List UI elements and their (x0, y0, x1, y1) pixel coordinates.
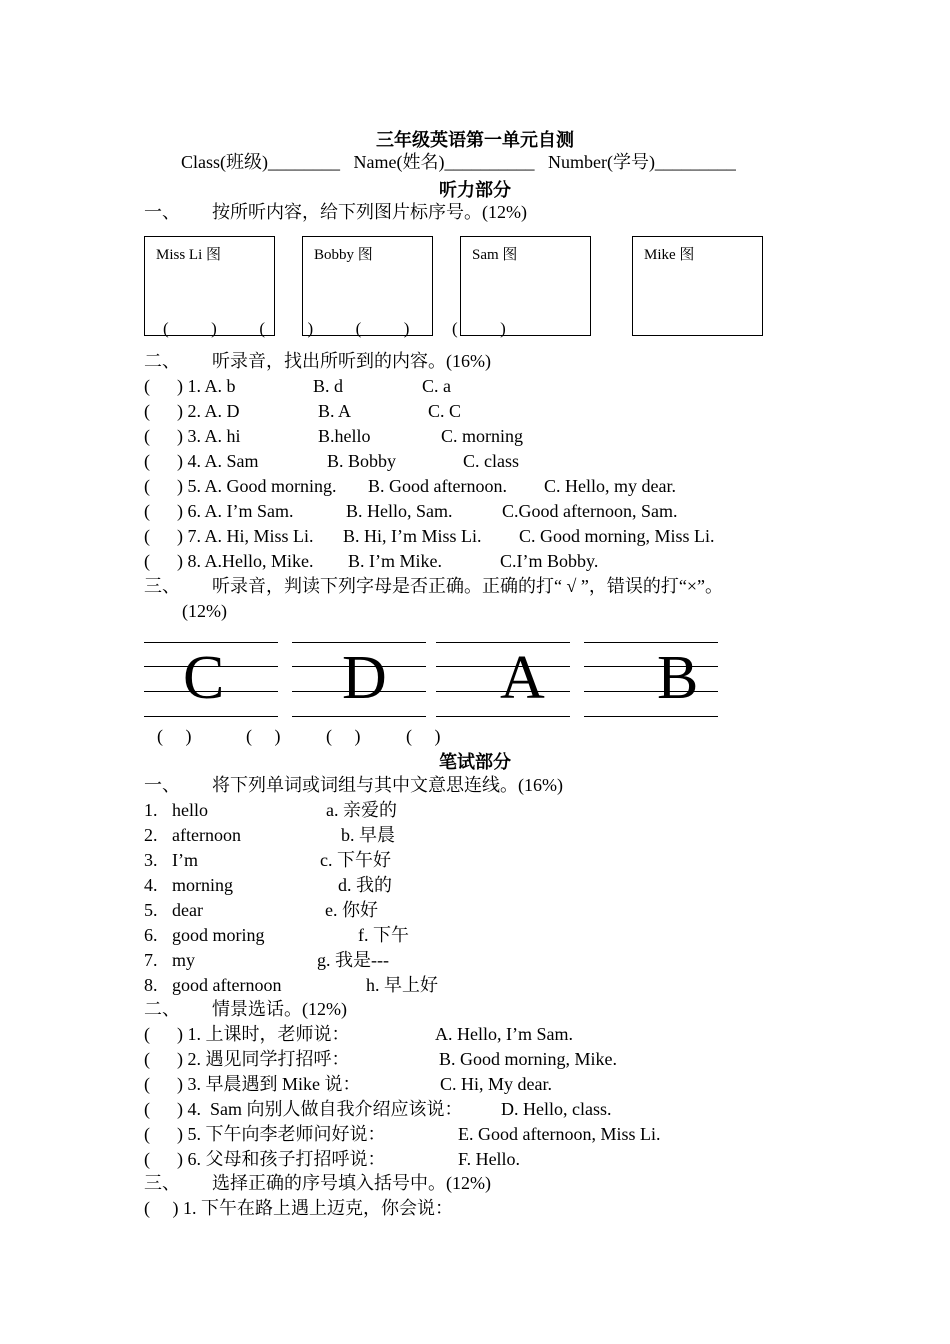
letter-answer-bracket: ( ) (246, 726, 281, 746)
match-number: 2. (144, 825, 158, 845)
picture-label: Bobby 图 (314, 247, 373, 263)
question-stem: ( ) 4. A. Sam (144, 451, 259, 471)
match-chinese: e. 你好 (325, 900, 378, 920)
question-stem: ( ) 1. A. b (144, 376, 236, 396)
match-chinese: d. 我的 (338, 875, 392, 895)
match-chinese: g. 我是--- (317, 950, 389, 970)
match-number: 1. (144, 800, 158, 820)
situation-answer: F. Hello. (458, 1149, 521, 1169)
option-c: C. Good morning, Miss Li. (519, 526, 715, 546)
option-c: C.Good afternoon, Sam. (502, 501, 678, 521)
letter-d: D (342, 644, 387, 712)
letter-answer-bracket: ( ) (406, 726, 441, 746)
match-number: 3. (144, 850, 158, 870)
writing-part-title: 笔试部分 (439, 752, 511, 772)
letter-answer-bracket: ( ) (326, 726, 361, 746)
match-chinese: f. 下午 (358, 925, 409, 945)
listening-section2-number: 二、 (144, 351, 180, 371)
listening-section2-instruction: 听录音，找出所听到的内容。(16%) (212, 351, 491, 371)
letter-c: C (183, 644, 225, 712)
match-number: 5. (144, 900, 158, 920)
situation-question: ( ) 5. 下午向李老师问好说： (144, 1124, 386, 1144)
letter-b: B (657, 644, 699, 712)
question-stem: ( ) 2. A. D (144, 401, 240, 421)
match-english: dear (172, 900, 203, 920)
page-title: 三年级英语第一单元自测 (376, 130, 574, 150)
situation-question: ( ) 6. 父母和孩子打招呼说： (144, 1149, 386, 1169)
match-english: morning (172, 875, 233, 895)
match-number: 8. (144, 975, 158, 995)
option-b: B. I’m Mike. (348, 551, 442, 571)
match-chinese: h. 早上好 (366, 975, 438, 995)
match-english: good moring (172, 925, 265, 945)
listening-part-title: 听力部分 (439, 180, 511, 200)
situation-answer: C. Hi, My dear. (440, 1074, 552, 1094)
picture-box-mike (632, 236, 763, 336)
question-stem: ( ) 8. A.Hello, Mike. (144, 551, 314, 571)
question-stem: ( ) 7. A. Hi, Miss Li. (144, 526, 314, 546)
picture-bracket-row: ( ) ( ) ( ) ( ) (163, 319, 506, 338)
situation-answer: E. Good afternoon, Miss Li. (458, 1124, 661, 1144)
match-number: 7. (144, 950, 158, 970)
match-english: good afternoon (172, 975, 282, 995)
match-english: I’m (172, 850, 198, 870)
option-c: C.I’m Bobby. (500, 551, 599, 571)
option-c: C. C (428, 401, 462, 421)
writing-section3-number: 三、 (144, 1173, 180, 1193)
listening-section3-instruction: 听录音，判读下列字母是否正确。正确的打“ √ ”，错误的打“×”。 (212, 576, 723, 596)
question-stem: ( ) 5. A. Good morning. (144, 476, 337, 496)
situation-question: ( ) 2. 遇见同学打招呼： (144, 1049, 350, 1069)
situation-answer: B. Good morning, Mike. (439, 1049, 617, 1069)
choice-question: ( ) 1. 下午在路上遇上迈克，你会说： (144, 1198, 453, 1218)
picture-label: Miss Li 图 (156, 247, 222, 263)
letter-a: A (500, 644, 545, 712)
letter-answer-bracket: ( ) (157, 726, 192, 746)
option-b: B. Bobby (327, 451, 397, 471)
option-c: C. a (422, 376, 451, 396)
match-english: my (172, 950, 196, 970)
writing-section2-instruction: 情景选话。(12%) (212, 999, 347, 1019)
student-info-fields: Class(班级)________ Name(姓名)__________ Number(学号)_________ (181, 152, 736, 172)
option-b: B.hello (318, 426, 371, 446)
listening-section3-number: 三、 (144, 576, 180, 596)
question-stem: ( ) 6. A. I’m Sam. (144, 501, 294, 521)
match-chinese: c. 下午好 (320, 850, 391, 870)
option-b: B. Hi, I’m Miss Li. (343, 526, 482, 546)
option-c: C. Hello, my dear. (544, 476, 676, 496)
situation-question: ( ) 1. 上课时，老师说： (144, 1024, 350, 1044)
situation-answer: D. Hello, class. (501, 1099, 612, 1119)
situation-question: ( ) 3. 早晨遇到 Mike 说： (144, 1074, 361, 1094)
writing-section1-instruction: 将下列单词或词组与其中文意思连线。(16%) (212, 775, 563, 795)
listening-section3-percent: (12%) (182, 601, 227, 621)
listening-section1-number: 一、 (144, 202, 180, 222)
match-english: afternoon (172, 825, 241, 845)
option-c: C. morning (441, 426, 524, 446)
writing-section2-number: 二、 (144, 999, 180, 1019)
writing-section3-instruction: 选择正确的序号填入括号中。(12%) (212, 1173, 491, 1193)
option-b: B. Hello, Sam. (346, 501, 453, 521)
match-number: 6. (144, 925, 158, 945)
picture-answer-brackets (140, 319, 780, 344)
situation-question: ( ) 4. Sam 向别人做自我介绍应该说： (144, 1099, 463, 1119)
option-b: B. Good afternoon. (368, 476, 507, 496)
question-stem: ( ) 3. A. hi (144, 426, 241, 446)
writing-section1-number: 一、 (144, 775, 180, 795)
situation-answer: A. Hello, I’m Sam. (435, 1024, 573, 1044)
match-english: hello (172, 800, 208, 820)
option-c: C. class (463, 451, 519, 471)
match-chinese: a. 亲爱的 (326, 800, 397, 820)
picture-label: Sam 图 (472, 247, 518, 263)
match-chinese: b. 早晨 (341, 825, 395, 845)
listening-section1-instruction: 按所听内容，给下列图片标序号。(12%) (212, 202, 527, 222)
option-b: B. A (318, 401, 352, 421)
option-b: B. d (313, 376, 344, 396)
picture-label: Mike 图 (644, 247, 695, 263)
match-number: 4. (144, 875, 158, 895)
